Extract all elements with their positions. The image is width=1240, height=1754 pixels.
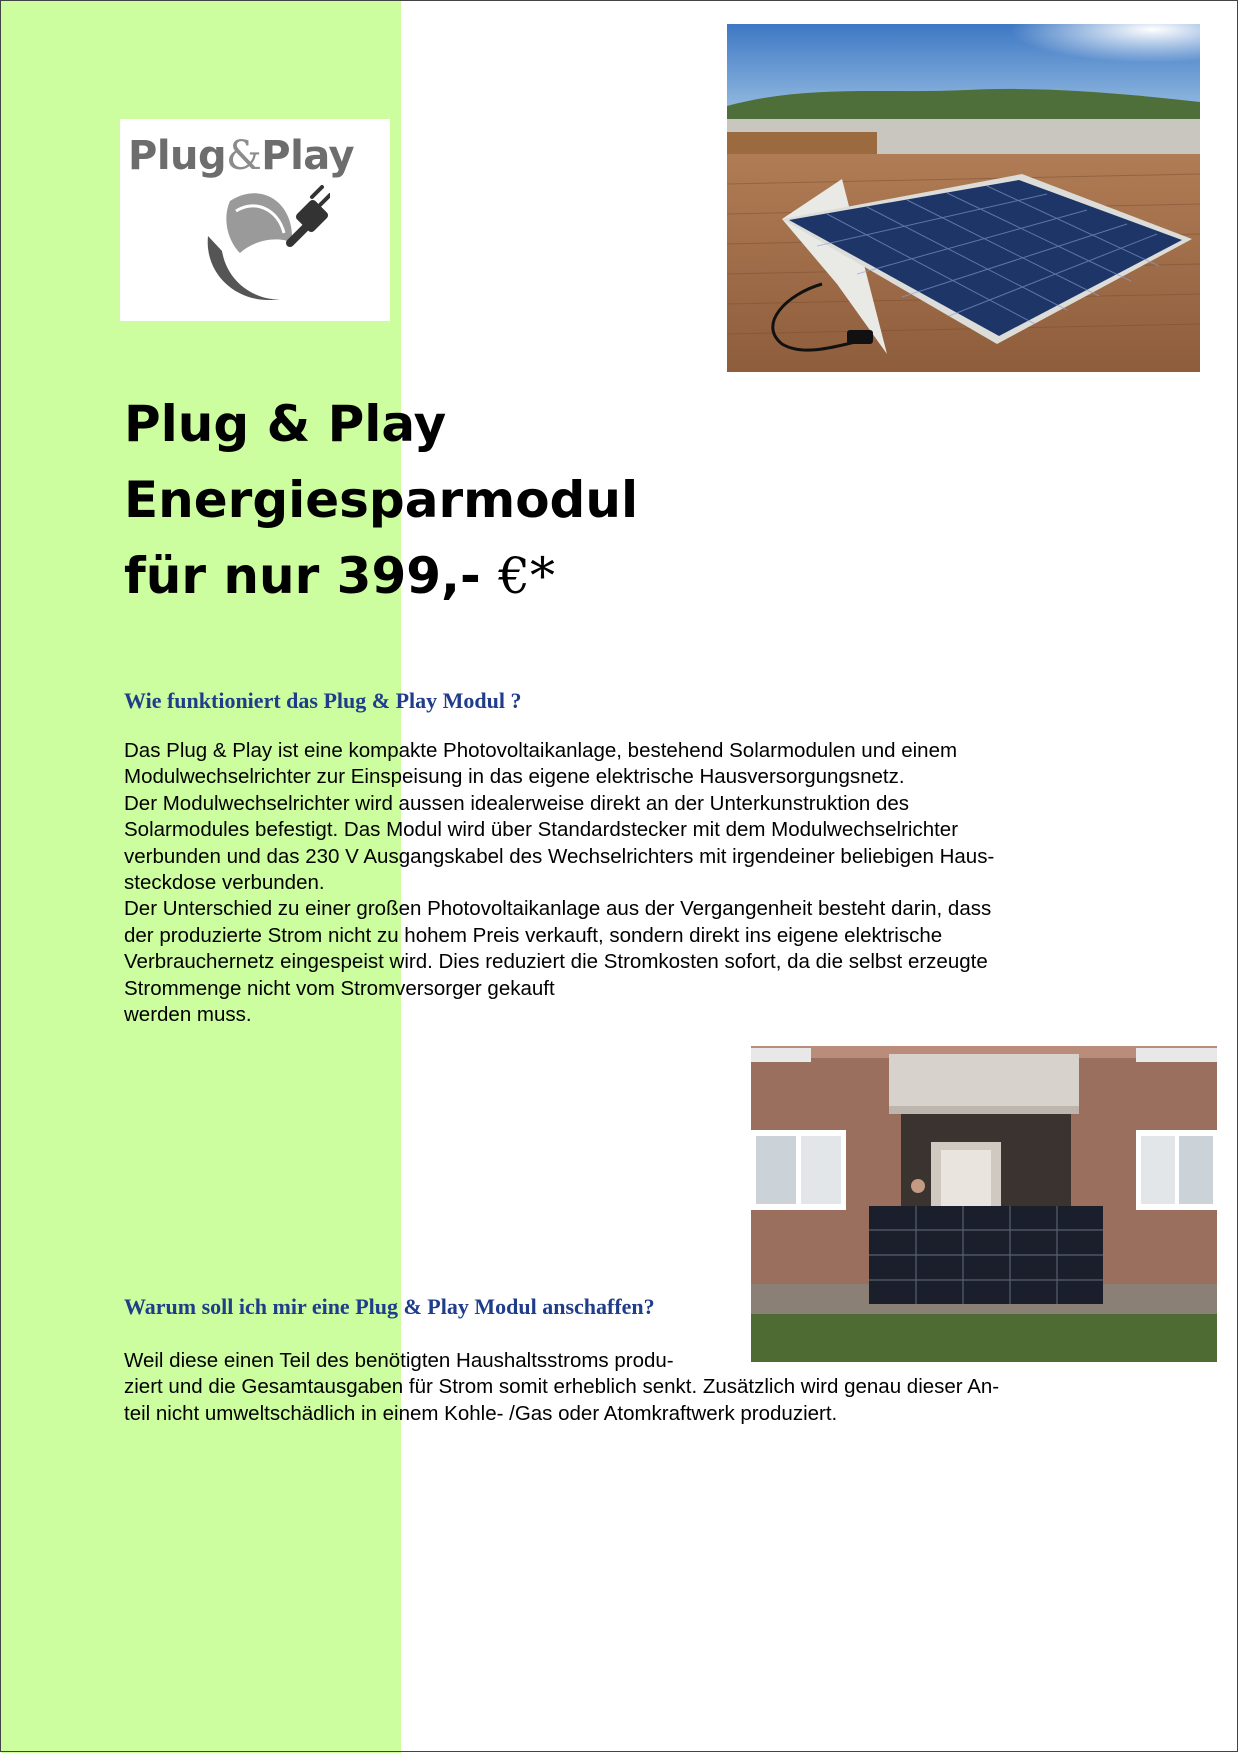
headline-line-1: Plug & Play	[124, 395, 447, 453]
section-how-heading: Wie funktioniert das Plug & Play Modul ?	[124, 688, 522, 713]
section-how-body	[124, 738, 994, 1028]
body-line: Verbrauchernetz eingespeist wird. Dies reduziert die Stromkosten sofort, da die selbst erzeugte	[124, 950, 988, 974]
body-line: werden muss.	[124, 1003, 252, 1027]
rooftop-solar-panel-photo	[727, 24, 1200, 372]
balcony-solar-panel-photo	[751, 1046, 1217, 1362]
body-line: Der Modulwechselrichter wird aussen idealerweise direkt an der Unterkunstruktion des	[124, 791, 910, 815]
body-line: steckdose verbunden.	[124, 871, 325, 895]
section-why-body	[124, 1348, 999, 1427]
section-why-heading: Warum soll ich mir eine Plug & Play Modul anschaffen?	[124, 1294, 655, 1319]
body-line: Der Unterschied zu einer großen Photovoltaikanlage aus der Vergangenheit besteht darin, dass	[124, 897, 992, 921]
headline-line-2: Energiesparmodul	[124, 471, 639, 529]
main-headline	[124, 386, 804, 614]
body-line: ziert und die Gesamtausgaben für Strom somit erheblich senkt. Zusätzlich wird genau dieser An-	[124, 1375, 1000, 1399]
plug-leaf-icon	[200, 181, 330, 311]
price-currency: €*	[498, 547, 556, 605]
body-line: Modulwechselrichter zur Einspeisung in das eigene elektrische Hausversorgungsnetz.	[124, 765, 905, 789]
body-line: Solarmodules befestigt. Das Modul wird über Standardstecker mit dem Modulwechselrichter	[124, 818, 959, 842]
body-line: Strommenge nicht vom Stromversorger gekauft	[124, 976, 555, 1000]
body-line: verbunden und das 230 V Ausgangskabel des Wechselrichters mit irgendeiner beliebigen Haus-	[124, 844, 995, 868]
body-line: Weil diese einen Teil des benötigten Haushaltsstroms produ-	[124, 1349, 674, 1372]
body-line: Das Plug & Play ist eine kompakte Photovoltaikanlage, bestehend Solarmodulen und einem	[124, 739, 958, 762]
body-line: der produzierte Strom nicht zu hohem Preis verkauft, sondern direkt ins eigene elektrische	[124, 923, 943, 947]
logo-wordmark	[128, 133, 390, 179]
logo-word-play: Play	[261, 133, 355, 179]
logo-ampersand: &	[226, 133, 262, 179]
headline-line-3	[124, 538, 804, 614]
body-line: teil nicht umweltschädlich in einem Kohle- /Gas oder Atomkraftwerk produziert.	[124, 1401, 838, 1425]
plug-and-play-logo	[120, 119, 390, 321]
price-text: für nur 399,-	[124, 547, 499, 605]
logo-word-plug: Plug	[128, 133, 227, 179]
